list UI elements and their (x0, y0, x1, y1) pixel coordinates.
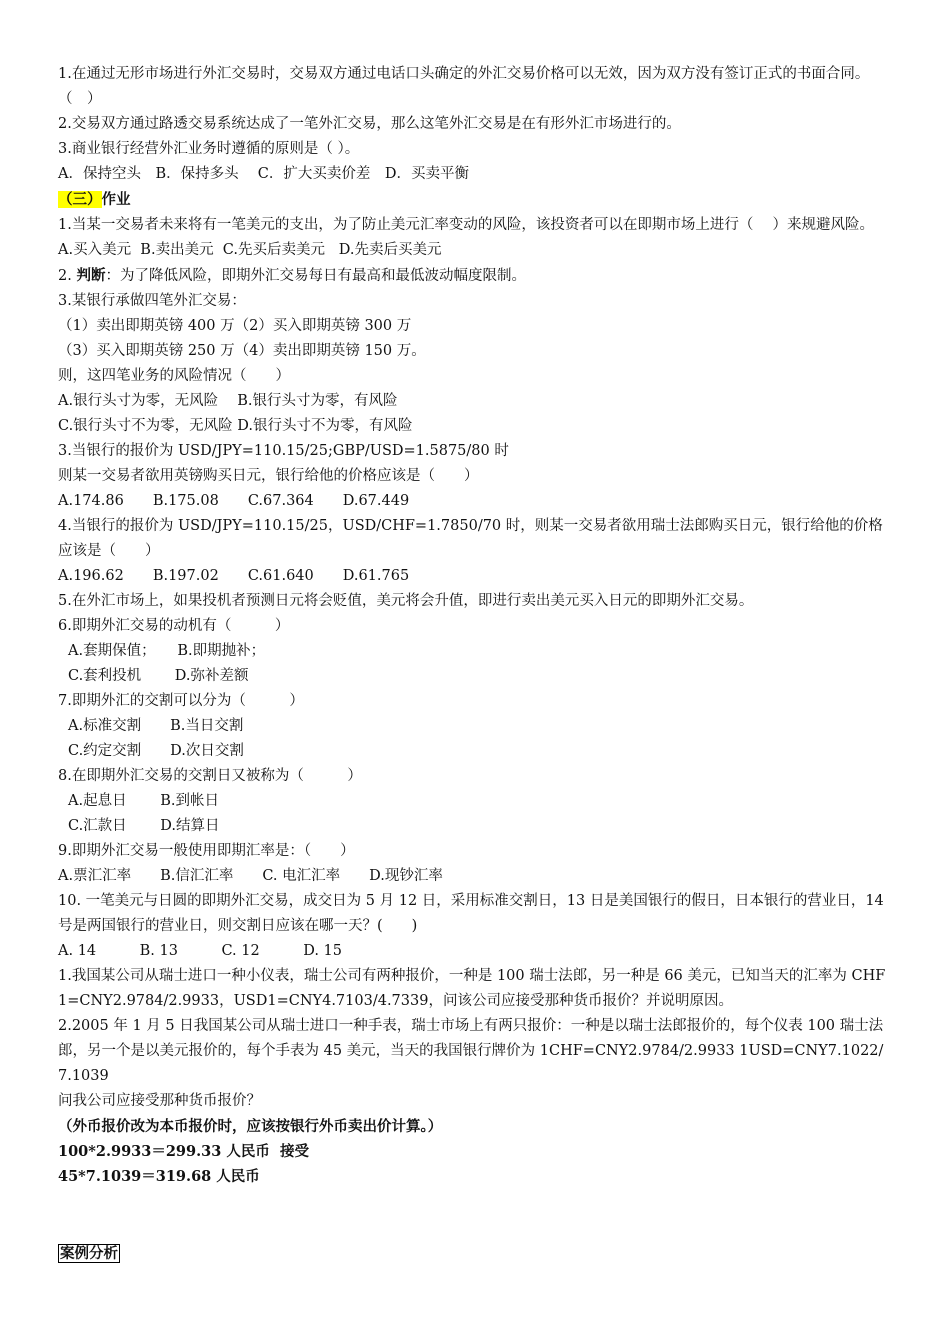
homework-11: 10. 一笔美元与日圆的即期外汇交易，成交日为 5 月 12 日，采用标准交割日，13 日是美国银行的假日，日本银行的营业日，14 号是两国银行的营业日，则交割日应该在哪一天？( ) (58, 893, 884, 934)
spacer (58, 1189, 894, 1241)
homework-9: 8.在即期外汇交易的交割日又被称为（ ） (58, 768, 362, 784)
homework-4: 3.当银行的报价为 USD/JPY=110.15/25;GBP/USD=1.5875/80 时 (58, 443, 509, 459)
homework-4-options: A.174.86 B.175.08 C.67.364 D.67.449 (58, 493, 410, 509)
homework-7: 6.即期外汇交易的动机有（ ） (58, 618, 290, 634)
homework-3-trades-a: （1）卖出即期英镑 400 万（2）买入即期英镑 300 万 (58, 318, 412, 334)
homework-3: 3.某银行承做四笔外汇交易： (58, 293, 246, 309)
homework-4-question: 则某一交易者欲用英镑购买日元，银行给他的价格应该是（ ） (58, 468, 479, 484)
calc-problem-2-note: （外币报价改为本币报价时，应该按银行外币卖出价计算。） (58, 1118, 443, 1135)
calc-problem-1: 1.我国某公司从瑞士进口一种小仪表，瑞士公司有两种报价，一种是 100 瑞士法郎，另一种是 66 美元，已知当天的汇率为 CHF1=CNY2.9784/2.9933，USD1=CNY4.7103/4.7339，问该公司应接受那种货币报价？并说明原因。 (58, 968, 886, 1009)
homework-1: 1.当某一交易者未来将有一笔美元的支出，为了防止美元汇率变动的风险，该投资者可以在即期市场上进行（ ）来规避风险。 (58, 217, 874, 233)
section-heading (58, 187, 894, 213)
homework-5: 4.当银行的报价为 USD/JPY=110.15/25，USD/CHF=1.7850/70 时，则某一交易者欲用瑞士法郎购买日元，银行给他的价格应该是（ ） (58, 518, 883, 559)
homework-3-options-2: C.银行头寸不为零，无风险 D.银行头寸不为零，有风险 (58, 418, 413, 434)
homework-10-options: A.票汇汇率 B.信汇汇率 C. 电汇汇率 D.现钞汇率 (58, 868, 443, 884)
question-2: 2.交易双方通过路透交易系统达成了一笔外汇交易，那么这笔外汇交易是在有形外汇市场进行的。 (58, 116, 681, 132)
homework-7-options-2: C.套利投机 D.弥补差额 (68, 668, 249, 684)
homework-1-options: A.买入美元 B.卖出美元 C.先买后卖美元 D.先卖后买美元 (58, 242, 442, 258)
calc-problem-2: 2.2005 年 1 月 5 日我国某公司从瑞士进口一种手表，瑞士市场上有两只报价：一种是以瑞士法郎报价的，每个仪表 100 瑞士法郎，另一个是以美元报价的，每个手表为 45 美元，当天的我国银行牌价为 1CHF=CNY2.9784/2.9933 1USD=CNY7.1022/7.1039 (58, 1018, 884, 1084)
homework-8-options-2: C.约定交割 D.次日交割 (68, 743, 244, 759)
homework-5-options: A.196.62 B.197.02 C.61.640 D.61.765 (58, 568, 410, 584)
calc-problem-2-answer-1: 100*2.9933＝299.33 人民币 接受 (58, 1143, 309, 1160)
homework-2-text: ：为了降低风险，即期外汇交易每日有最高和最低波动幅度限制。 (105, 268, 526, 284)
homework-9-options-1: A.起息日 B.到帐日 (68, 793, 219, 809)
homework-6: 5.在外汇市场上，如果投机者预测日元将会贬值，美元将会升值，即进行卖出美元买入日元的即期外汇交易。 (58, 593, 754, 609)
homework-3-options-1: A.银行头寸为零，无风险 B.银行头寸为零，有风险 (58, 393, 398, 409)
homework-8-options-1: A.标准交割 B.当日交割 (68, 718, 244, 734)
homework-11-options: A. 14 B. 13 C. 12 D. 15 (58, 943, 342, 959)
calc-problem-2-question: 问我公司应接受那种货币报价？ (58, 1093, 261, 1109)
homework-7-options-1: A.套期保值； B.即期抛补； (68, 643, 266, 659)
homework-2-type: 判断 (76, 267, 106, 284)
case-heading-row (58, 1241, 894, 1267)
document-body (58, 62, 894, 1267)
homework-2 (58, 263, 894, 289)
question-1: 1.在通过无形市场进行外汇交易时，交易双方通过电话口头确定的外汇交易价格可以无效，因为双方没有签订正式的书面合同。 （ ） (58, 66, 892, 107)
question-3-options: A．保持空头 B．保持多头 C．扩大买卖价差 D．买卖平衡 (58, 166, 469, 182)
homework-2-number: 2. (58, 268, 77, 284)
section-number: （三） (58, 191, 102, 208)
question-3: 3.商业银行经营外汇业务时遵循的原则是（ ）。 (58, 141, 360, 157)
section-title: 作业 (101, 191, 131, 208)
homework-3-trades-b: （3）买入即期英镑 250 万（4）卖出即期英镑 150 万。 (58, 343, 426, 359)
homework-10: 9.即期外汇交易一般使用即期汇率是：（ ） (58, 843, 355, 859)
homework-9-options-2: C.汇款日 D.结算日 (68, 818, 220, 834)
homework-3-question: 则，这四笔业务的风险情况（ ） (58, 368, 290, 384)
homework-8: 7.即期外汇的交割可以分为（ ） (58, 693, 304, 709)
case-analysis-heading: 案例分析 (60, 1245, 118, 1262)
calc-problem-2-answer-2: 45*7.1039＝319.68 人民币 (58, 1168, 260, 1185)
